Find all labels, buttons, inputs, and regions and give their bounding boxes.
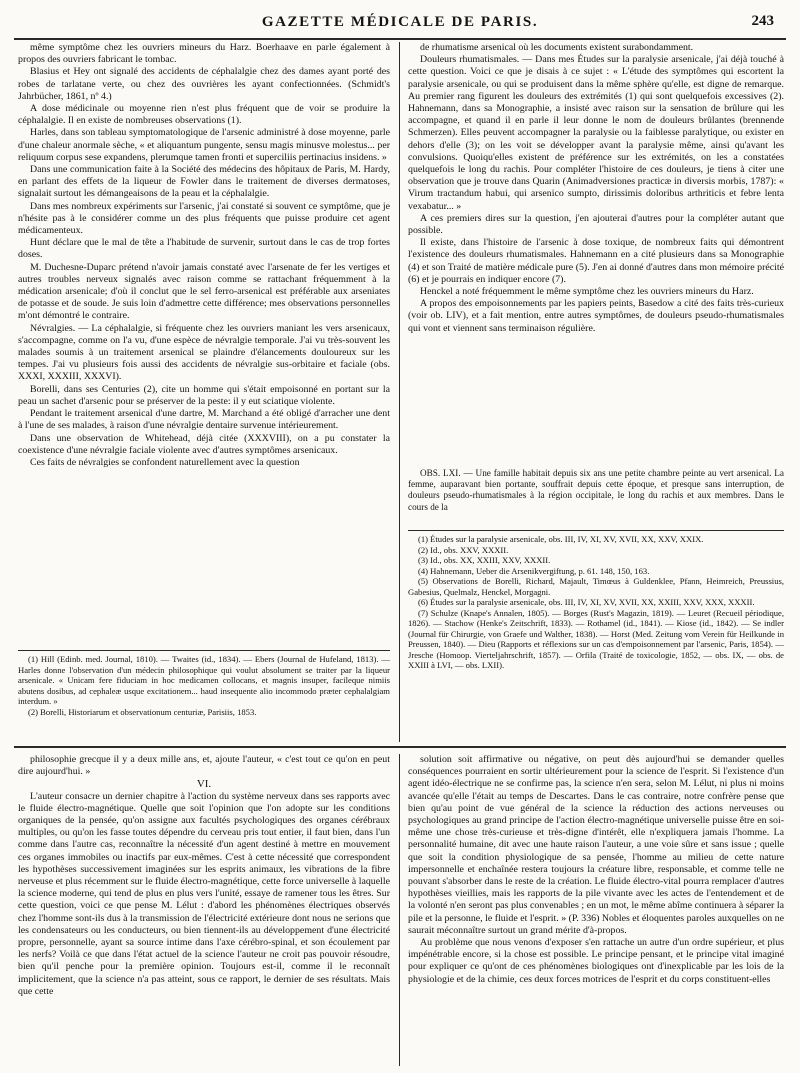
paragraph: Harles, dans son tableau symptomatologique de l'arsenic administré à dose moyenne, parle d'une chaleur anormale sèche, « et aliquantum pungente, sensu magis minusve molestus... per reliquum corpus sese expandens, plerumque tamen fronti et superciliis pertinacius insidens. » bbox=[18, 127, 390, 163]
footnote: (2) Borelli, Historiarum et observationum centuriæ, Parisiis, 1853. bbox=[28, 706, 257, 717]
paragraph: Dans une observation de Whitehead, déjà citée (XXXVIII), on a pu constater la coexistence d'une névralgie faciale violente avec d'autres symptômes arsenicaux. bbox=[18, 432, 390, 456]
left-footnotes bbox=[18, 654, 390, 739]
column-divider bbox=[399, 754, 400, 1066]
journal-title: GAZETTE MÉDICALE DE PARIS. bbox=[261, 14, 539, 30]
section-heading: VI. bbox=[196, 778, 212, 791]
paragraph: Il existe, dans l'histoire de l'arsenic à dose toxique, de nombreux faits qui démontrent l'existence des douleurs rhumatismales. Hahnemann en a cité plusieurs dans sa Monographie (4) et son Traité de matière médicale pure (5). J'en ai donné d'autres dans mon mémoire précité (6) et je pourrais en indiquer encore (7). bbox=[408, 237, 784, 285]
observation-block bbox=[408, 468, 784, 526]
footnote-rule bbox=[408, 530, 784, 531]
paragraph: philosophie grecque il y a deux mille ans, et, ajoute l'auteur, « c'est tout ce qu'on en peut dire aujourd'hui. » bbox=[18, 754, 390, 778]
paragraph: Dans une communication faite à la Société des médecins des hôpitaux de Paris, M. Hardy, en parlant des effets de la liqueur de Fowler dans le traitement de diverses dermatoses, signalait surtout les démangeaisons de la peau et la céphalalgie. bbox=[18, 164, 390, 200]
paragraph: Dans mes nombreux expériments sur l'arsenic, j'ai constaté si souvent ce symptôme, que je n'hésite pas à le considérer comme un des plus fréquents que puisse produire cet agent médicamenteux. bbox=[18, 200, 390, 237]
page-number: 243 bbox=[751, 13, 774, 29]
paragraph: Hunt déclare que le mal de tête a l'habitude de survenir, surtout dans le cas de trop fortes doses. bbox=[18, 237, 390, 261]
footnote: (7) Schulze (Knape's Annalen, 1805). — Borges (Rust's Magazin, 1819). — Leuret (Recueil périodique, 1826). — Stachow (Henke's Zeitschrift, 1833). — Rothamel (id., 1841). — Kiose (id., 1842). — Se indler (Journal für Chirurgie, von Graefe und Walther, 1838). — Horst (Med. Zeitung vom Verein für Heilkunde in Preussen, 1840). — Dieu (Rapports et réflexions sur un cas d'empoisonnement par l'arsenic, Paris, 1854). — Jresche (Homoop. Vierteljahrschrift, 1857). — Orfila (Traité de toxicologie, 1852, — obs. IX, — obs. de XXIII à LVI, — obs. LXII). bbox=[408, 607, 784, 670]
paragraph: Henckel a noté fréquemment le même symptôme chez les ouvriers mineurs du Harz. bbox=[420, 286, 754, 298]
observation-text: OBS. LXI. — Une famille habitait depuis six ans une petite chambre peinte au vert arsenical. La femme, auparavant bien portante, souffrait depuis cette époque, et presque sans interruption, de douleurs pseudo-rhumatismales à la région occipitale, le long du rachis et aux membres. Dans le cours de la bbox=[408, 468, 784, 512]
footnote: (1) Hill (Edinb. med. Journal, 1810). — Twaites (id., 1834). — Ebers (Journal de Hufeland, 1813). — Harles donne l'observation d'un médecin philosophique qui voulut absolument se traiter par la liqueur arsenicale. « Unicam fere fiduciam in hoc medicamen collocans, et magnis insuper, facileque nimiis abutens dosibus, ad cephaleæ usque excitationem... haud insequente alio incommodo præter cephalalgiam interdum. » bbox=[18, 654, 390, 706]
footnote: (6) Études sur la paralysie arsenicale, obs. III, IV, XI, XV, XVII, XX, XXIII, XXV, XXX, XXXII. bbox=[418, 597, 755, 607]
paragraph: L'auteur consacre un dernier chapitre à l'action du système nerveux dans ses rapports avec le fluide électro-magnétique. Quelle que soit l'opinion que l'on adopte sur les conditions organiques de la pensée, qu'on assigne aux facultés psychologiques des organes cérébraux multiples, ou qu'on les fasse toutes dépendre du cerveau pris tout entier, il faut bien, dans l'un comme dans l'autre cas, reconnaître la nécessité d'un agent destiné à mettre en mouvement ces organes immobiles ou inactifs par eux-mêmes. C'est à cette nécessité que correspondent les hypothèses successivement imaginées sur les esprits animaux, les vibrations de la fibre nerveuse et plus récemment sur le fluide électro-magnétique, cette force universelle à laquelle la science moderne, qui tend de plus en plus vers l'unité, essaye de ramener tous les êtres. Sur cette question, voici ce que pense M. Lélut : d'abord les phénomènes électriques observés chez l'homme sont-ils dus à la transmission de l'électricité extérieure dont nous ne serions que les condensateurs ou les conducteurs, ou bien tiennent-ils au développement d'une électricité propre, personnelle, ayant sa source intime dans l'axe cérébro-spinal, et son écoulement par les nerfs? Voilà ce que dans l'état actuel de la science l'auteur ne croit pas pouvoir résoudre, bien qu'il penche pour la première opinion. Toujours est-il, comme il le reconnaît implicitement, que la science n'a pas atteint, sous ce rapport, le dernier de ses résultats. Mais que cette bbox=[18, 790, 390, 997]
footnote: (1) Études sur la paralysie arsenicale, obs. III, IV, XI, XV, XVII, XX, XXV, XXIX. bbox=[418, 534, 704, 544]
paragraph: A dose médicinale ou moyenne rien n'est plus fréquent que de voir se produire la céphalalgie. Il en existe de nombreuses observations (1). bbox=[18, 103, 390, 127]
paragraph: M. Duchesne-Duparc prétend n'avoir jamais constaté avec l'arsenate de fer les vertiges et autres troubles nerveux signalés avec raison comme se rattachant fréquemment à la médication arsenicale; d'où il conclut que le sel ferro-arsenical est préférable aux arseniates de potasse et de soude. Je suis loin d'admettre cette différence; mes observations personnelles m'ont démontré le contraire. bbox=[18, 261, 390, 322]
header-rule bbox=[14, 38, 786, 40]
footnote-rule bbox=[18, 650, 390, 651]
paragraph: Névralgies. — La céphalalgie, si fréquente chez les ouvriers maniant les vers arsenicaux, s'accompagne, comme on l'a vu, d'une espèce de névralgie temporale. J'ai vu très-souvent les malades soumis à un traitement arsenical se plaindre d'élancements douloureux sur les tempes. J'ai vu plusieurs fois aussi des accidents de névralgie sus-orbitaire et faciale (obs. XXXI, XXXIII, XXXVI). bbox=[18, 322, 390, 383]
paragraph: de rhumatisme arsenical où les documents existent surabondamment. bbox=[420, 42, 694, 53]
bottom-right-column bbox=[408, 754, 784, 1066]
column-divider bbox=[399, 42, 400, 742]
footnote: (4) Hahnemann, Ueber die Arsenikvergiftung, p. 61. 148, 150, 163. bbox=[418, 565, 650, 576]
paragraph: A propos des empoisonnements par les papiers peints, Basedow a cité des faits très-curieux (voir ob. LIV), et a fait mention, entre autres symptômes, de douleurs pseudo-rhumatismales qui vont et viennent sans terminaison régulière. bbox=[408, 298, 784, 334]
right-column bbox=[408, 42, 784, 462]
page-header bbox=[0, 10, 800, 36]
paragraph: Pendant le traitement arsenical d'une dartre, M. Marchand a été obligé d'arracher une dent à l'une de ses malades, à raison d'une névralgie dentaire survenue intérieurement. bbox=[18, 408, 390, 432]
section-separator bbox=[14, 746, 786, 748]
right-footnotes bbox=[408, 534, 784, 739]
left-column bbox=[18, 42, 390, 647]
paragraph: Borelli, dans ses Centuries (2), cite un homme qui s'était empoisonné en portant sur la peau un sachet d'arsenic pour se préserver de la peste: il y eut sciatique violente. bbox=[18, 383, 390, 407]
paragraph: Blasius et Hey ont signalé des accidents de céphalalgie chez des dames ayant porté des robes de tarlatane verte, ou chez des ouvrières les ayant confectionnées. (Schmidt's Jahrbücher, 1861, nº 4.) bbox=[18, 66, 390, 102]
paragraph: A ces premiers dires sur la question, j'en ajouterai d'autres pour la compléter autant que possible. bbox=[408, 212, 784, 237]
paragraph: Au problème que nous venons d'exposer s'en rattache un autre d'un ordre supérieur, et plus impénétrable encore, si la chose est possible. Le principe pensant, et le principe vital imaginé pour expliquer ce qu'ont de ces phénomènes biologiques ont d'inexplicable par les lois de la physiologie et de la chimie, ces deux forces motrices de l'esprit et du corps constituent-elles bbox=[408, 937, 784, 985]
paragraph: Ces faits de névralgies se confondent naturellement avec la question bbox=[30, 456, 300, 468]
footnote: (5) Observations de Borelli, Richard, Majault, Timœus à Guldenklee, Pfann, Heimreich, Preussius, Gabesius, Quelmalz, Henckel, Morgagni. bbox=[408, 576, 784, 597]
paragraph: Douleurs rhumatismales. — Dans mes Études sur la paralysie arsenicale, j'ai déjà touché à cette question. Voici ce que je disais à ce sujet : « L'étude des symptômes qui escortent la paralysie arsenicale, ou qui se produisent dans la même sphère qu'elle, est digne de remarque. Au premier rang figurent les douleurs des extrémités (1) qui sont quelquefois excessives (2). Hahnemann, dans sa Monographie, a insisté avec raison sur la sensation de brûlure qui les accompagne, et quand il en parle il leur donne le nom de douleurs brûlantes (brennende Schmerzen). Elles peuvent accompagner la paralysie ou la faiblesse paralytique, ou exister en dehors d'elle (3); on les voit se développer avant la paralysie même, ainsi qu'avant les convulsions. Quoiqu'elles existent de préférence sur les extrémités, on les a constatées quelquefois le long du rachis. Pour compléter l'histoire de ces douleurs, je tiens à citer une observation que je trouve dans Quarin (Animadversiones practicæ in diversis morbis, 1787): « Virum tractandum habui, qui arsenico sumpto, dirissimis doloribus arthriticis et febre lenta vexabatur... » bbox=[408, 54, 784, 212]
bottom-left-column bbox=[18, 754, 390, 1066]
paragraph: solution soit affirmative ou négative, on peut dès aujourd'hui se demander quelles conséquences pourraient en sortir ultérieurement pour la science de l'esprit. Si l'existence d'un agent idéo-électrique ne se confirme pas, la science n'en sera, selon M. Lélut, ni plus ni moins avancée qu'elle l'était au temps de Descartes. Dans le cas contraire, notre confrère pense que bien qu'au point de vue général de la science la réduction des actions nerveuses ou psychologiques au grand principe de l'action électro-magnétique universelle puisse être en soi-même une chose très-curieuse et très-digne d'intérêt, elle n'expliquera jamais l'homme. La personnalité humaine, dit avec une haute raison l'auteur, a une voie sûre et sans issue ; quelle que soit la condition physiologique de sa pensée, l'homme au milieu de cette nature impersonnelle et enchaînée restera toujours la créature libre, responsable, et comme telle ne pouvant s'absorber dans le reste de la création. Le fluide électro-vital pourra remplacer d'autres hypothèses vieillies, mais les rapports de la pile vivante avec les actes de l'entendement et de la volonté n'en seront pas plus convenables ; en un mot, le même abîme continuera à séparer la pile et la personne, le fluide et l'esprit. » (P. 336) Nobles et éloquentes paroles auxquelles on ne saurait méconnaître surtout un grand mérite d'à-propos. bbox=[408, 754, 784, 936]
footnote: (3) Id., obs. XX, XXIII, XXV, XXXII. bbox=[418, 555, 551, 565]
footnote: (2) Id., obs. XXV, XXXII. bbox=[418, 544, 509, 555]
paragraph: même symptôme chez les ouvriers mineurs du Harz. Boerhaave en parle également à propos des ouvriers fabricant le tombac. bbox=[18, 42, 390, 66]
